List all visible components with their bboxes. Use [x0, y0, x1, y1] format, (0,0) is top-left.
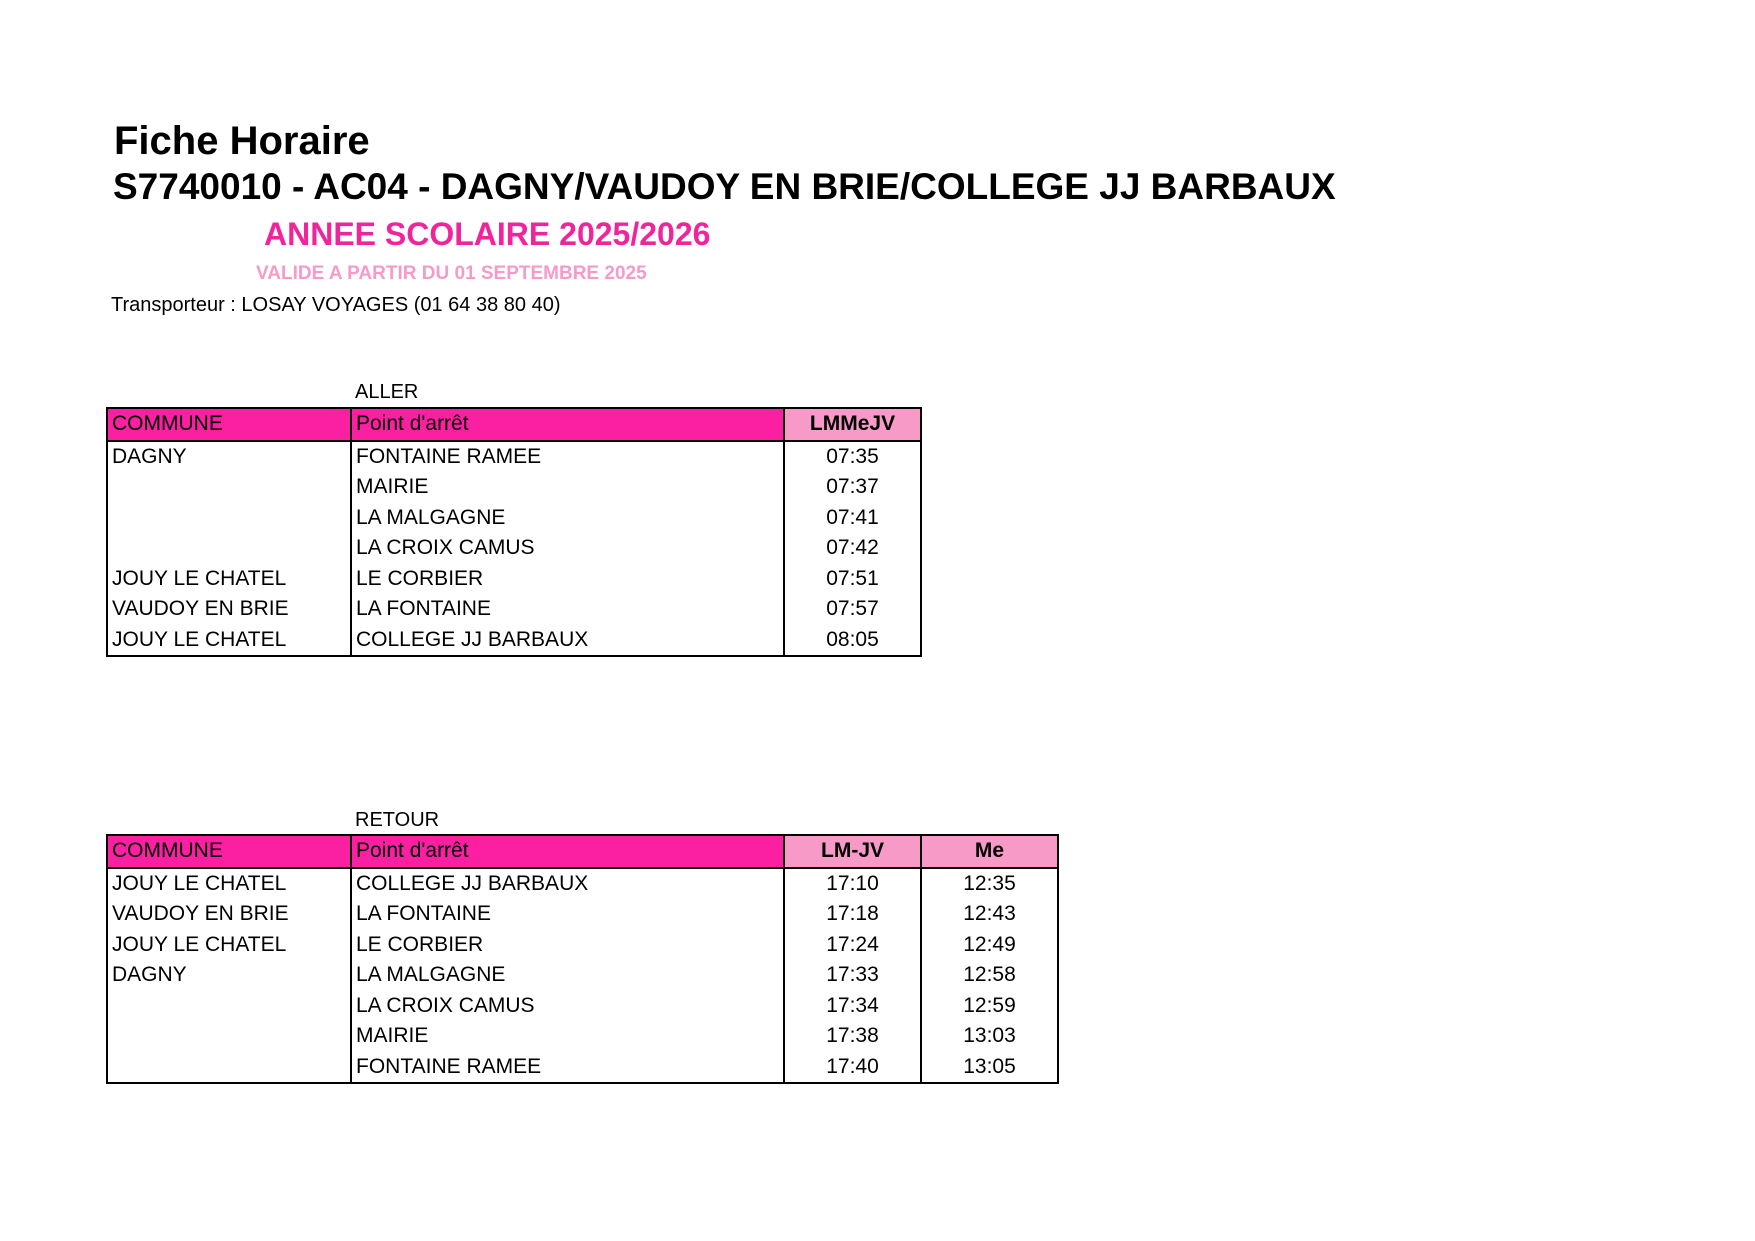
commune-cell: JOUY LE CHATEL — [107, 564, 351, 595]
stop-cell: LA MALGAGNE — [351, 960, 784, 991]
time-cell: 13:03 — [921, 1021, 1058, 1052]
stop-cell: LE CORBIER — [351, 564, 784, 595]
commune-cell — [107, 1052, 351, 1084]
carrier-info: Transporteur : LOSAY VOYAGES (01 64 38 80 40) — [111, 294, 561, 316]
stop-cell: MAIRIE — [351, 1021, 784, 1052]
time-cell: 12:59 — [921, 991, 1058, 1022]
table-row — [107, 868, 1058, 900]
retour-col-point: Point d'arrêt — [351, 835, 784, 868]
time-cell: 07:41 — [784, 503, 921, 534]
time-cell: 12:58 — [921, 960, 1058, 991]
retour-col-day1: LM-JV — [784, 835, 921, 868]
aller-col-day1: LMMeJV — [784, 408, 921, 441]
commune-cell — [107, 503, 351, 534]
retour-col-day2: Me — [921, 835, 1058, 868]
table-row — [107, 472, 921, 503]
time-cell: 12:35 — [921, 868, 1058, 900]
time-cell: 13:05 — [921, 1052, 1058, 1084]
stop-cell: LA FONTAINE — [351, 594, 784, 625]
stop-cell: MAIRIE — [351, 472, 784, 503]
time-cell: 07:37 — [784, 472, 921, 503]
table-row — [107, 441, 921, 473]
time-cell: 17:10 — [784, 868, 921, 900]
commune-cell: DAGNY — [107, 441, 351, 473]
retour-header-row — [107, 835, 1058, 868]
aller-col-commune: COMMUNE — [107, 408, 351, 441]
table-row — [107, 564, 921, 595]
time-cell: 17:18 — [784, 899, 921, 930]
commune-cell: VAUDOY EN BRIE — [107, 594, 351, 625]
table-row — [107, 930, 1058, 961]
commune-cell: JOUY LE CHATEL — [107, 930, 351, 961]
time-cell: 08:05 — [784, 625, 921, 657]
time-cell: 12:43 — [921, 899, 1058, 930]
table-row — [107, 991, 1058, 1022]
aller-header-row — [107, 408, 921, 441]
table-row — [107, 1021, 1058, 1052]
retour-col-commune: COMMUNE — [107, 835, 351, 868]
stop-cell: FONTAINE RAMEE — [351, 441, 784, 473]
time-cell: 17:38 — [784, 1021, 921, 1052]
time-cell: 07:51 — [784, 564, 921, 595]
commune-cell: DAGNY — [107, 960, 351, 991]
stop-cell: FONTAINE RAMEE — [351, 1052, 784, 1084]
retour-label: RETOUR — [355, 809, 440, 831]
time-cell: 17:33 — [784, 960, 921, 991]
valid-from: VALIDE A PARTIR DU 01 SEPTEMBRE 2025 — [256, 263, 647, 284]
commune-cell — [107, 1021, 351, 1052]
table-row — [107, 503, 921, 534]
stop-cell: COLLEGE JJ BARBAUX — [351, 868, 784, 900]
aller-table — [106, 407, 922, 657]
time-cell: 07:57 — [784, 594, 921, 625]
stop-cell: LA FONTAINE — [351, 899, 784, 930]
table-row — [107, 899, 1058, 930]
retour-table — [106, 834, 1059, 1084]
table-row — [107, 960, 1058, 991]
commune-cell — [107, 472, 351, 503]
stop-cell: LA CROIX CAMUS — [351, 991, 784, 1022]
commune-cell — [107, 533, 351, 564]
commune-cell: JOUY LE CHATEL — [107, 868, 351, 900]
time-cell: 07:42 — [784, 533, 921, 564]
table-row — [107, 625, 921, 657]
table-row — [107, 533, 921, 564]
table-row — [107, 594, 921, 625]
aller-col-point: Point d'arrêt — [351, 408, 784, 441]
aller-label: ALLER — [355, 381, 419, 403]
stop-cell: LA MALGAGNE — [351, 503, 784, 534]
time-cell: 17:34 — [784, 991, 921, 1022]
commune-cell — [107, 991, 351, 1022]
time-cell: 17:40 — [784, 1052, 921, 1084]
table-row — [107, 1052, 1058, 1084]
time-cell: 07:35 — [784, 441, 921, 473]
page-title: Fiche Horaire — [114, 119, 370, 163]
time-cell: 12:49 — [921, 930, 1058, 961]
stop-cell: LE CORBIER — [351, 930, 784, 961]
time-cell: 17:24 — [784, 930, 921, 961]
commune-cell: VAUDOY EN BRIE — [107, 899, 351, 930]
stop-cell: COLLEGE JJ BARBAUX — [351, 625, 784, 657]
route-title: S7740010 - AC04 - DAGNY/VAUDOY EN BRIE/COLLEGE JJ BARBAUX — [113, 166, 1336, 207]
school-year: ANNEE SCOLAIRE 2025/2026 — [264, 216, 711, 252]
stop-cell: LA CROIX CAMUS — [351, 533, 784, 564]
commune-cell: JOUY LE CHATEL — [107, 625, 351, 657]
